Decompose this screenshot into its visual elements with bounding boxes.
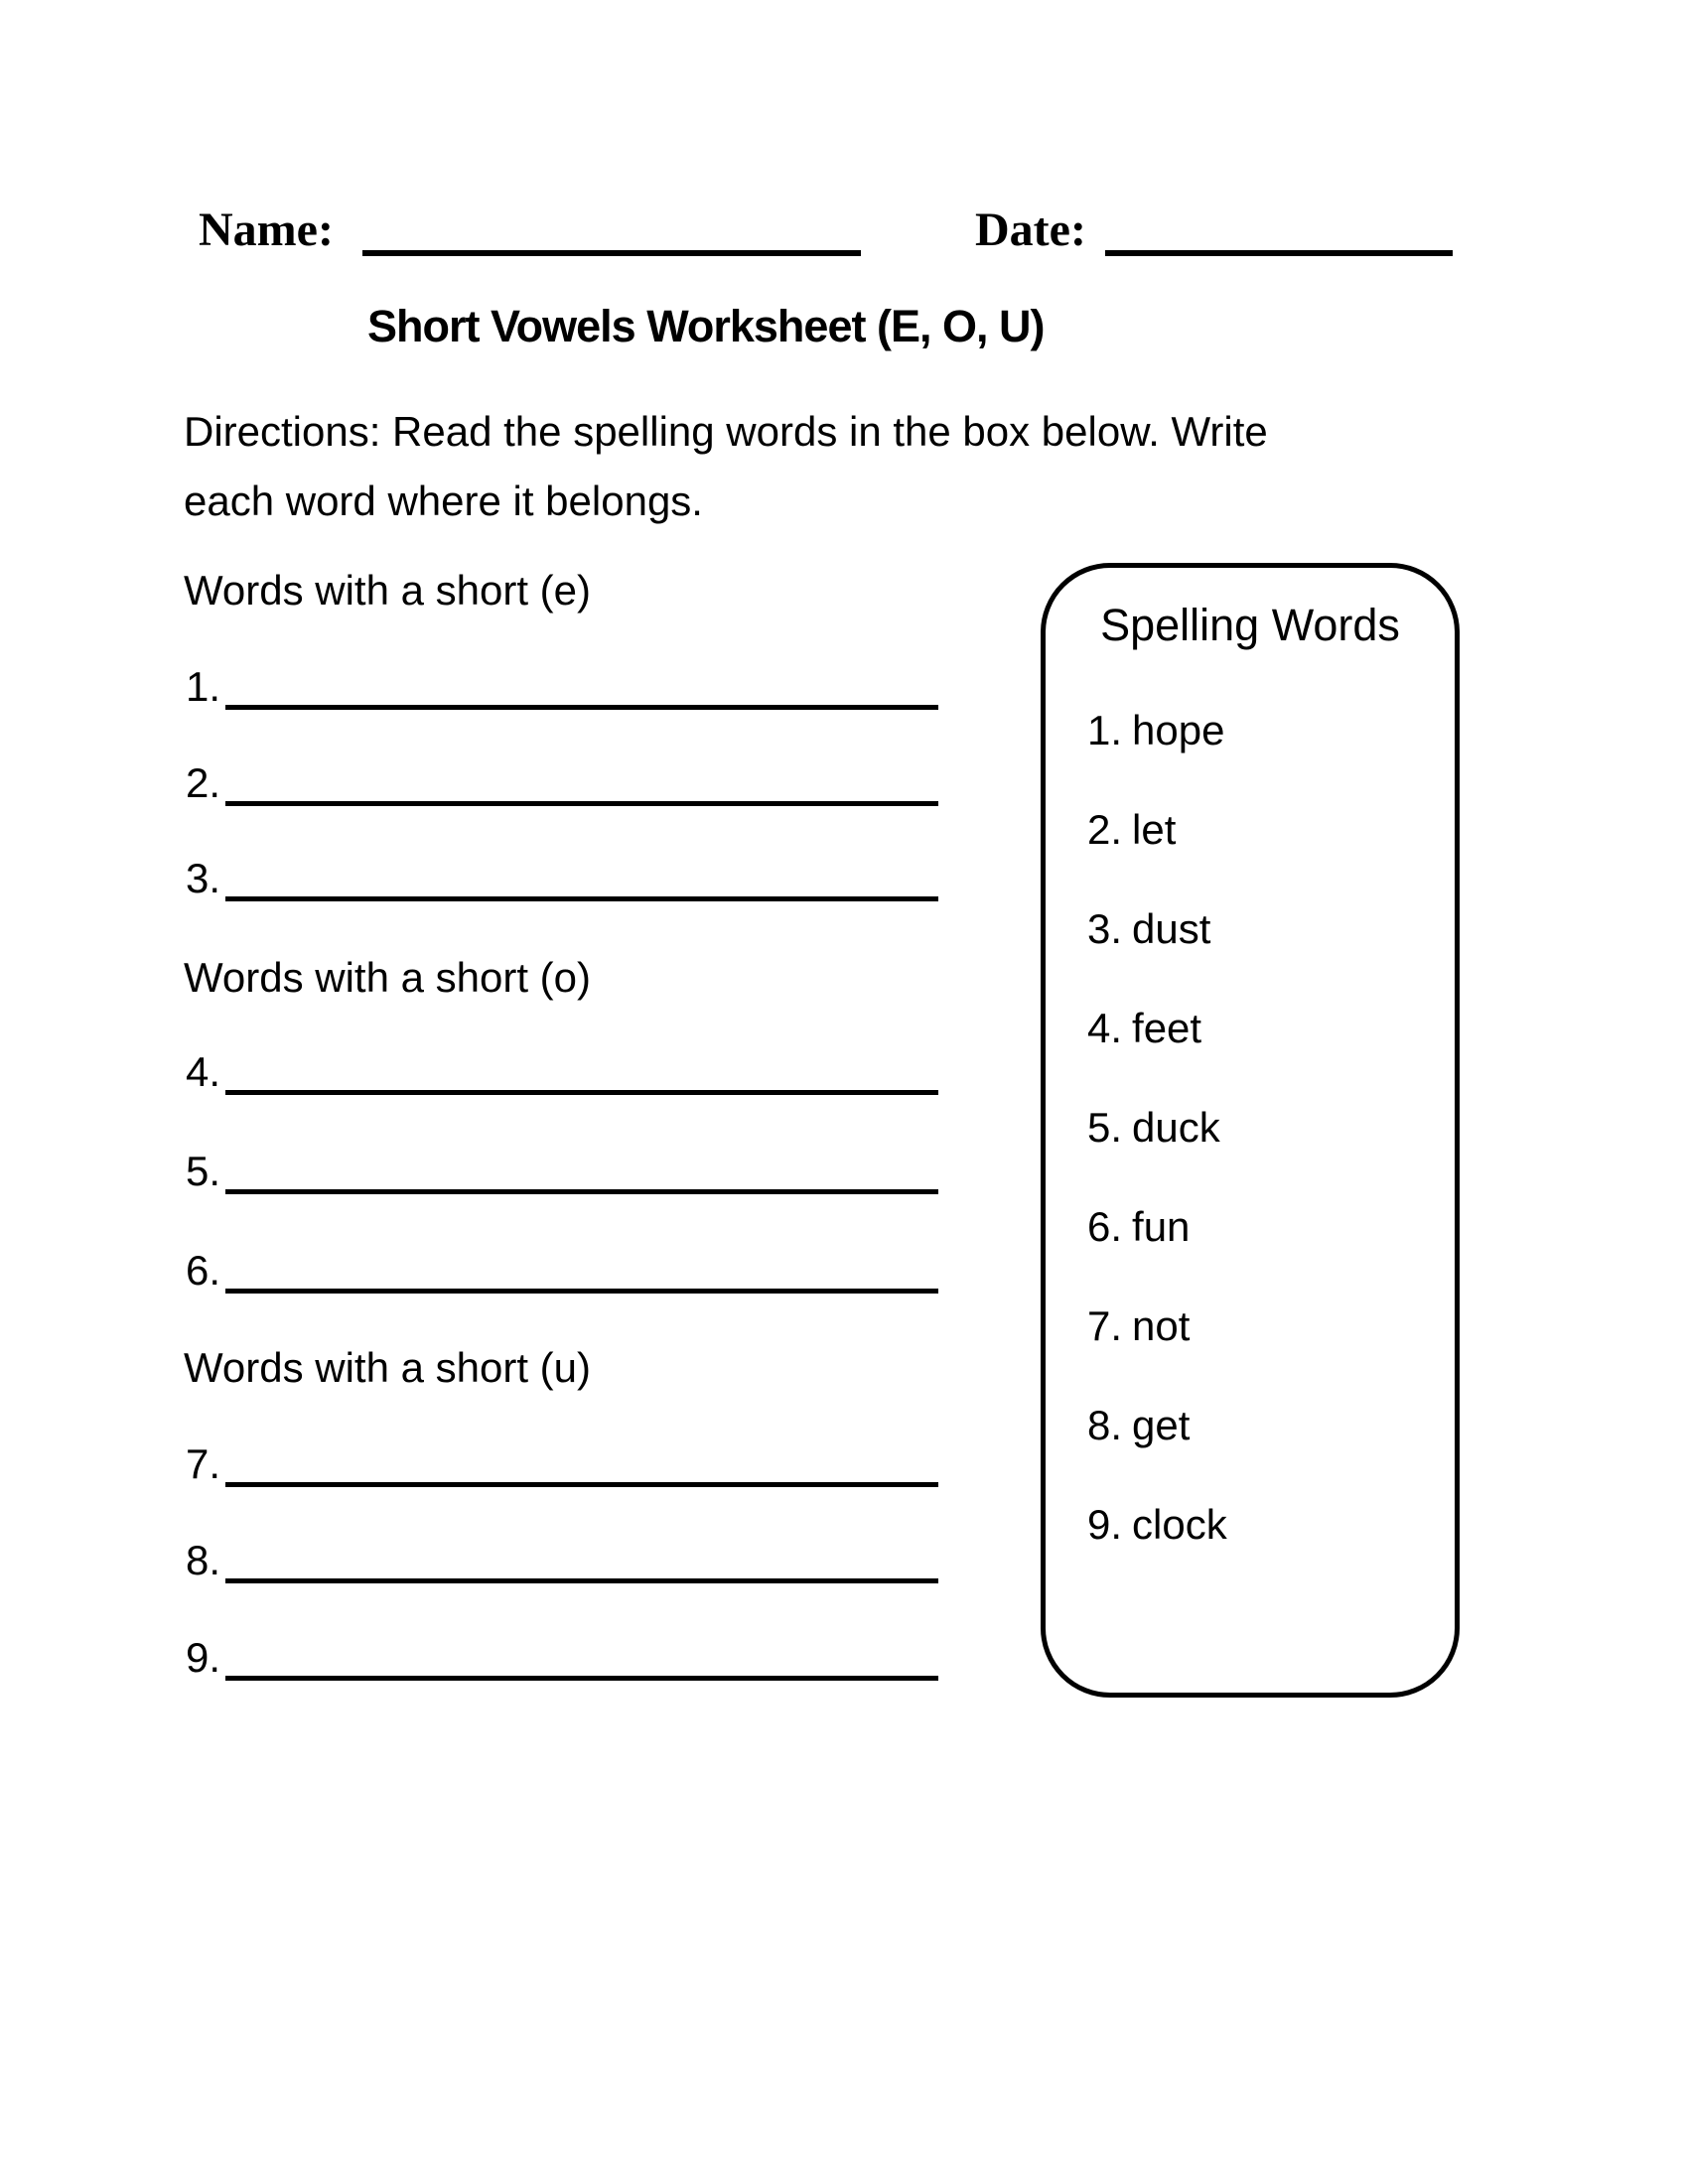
blank-number: 1. <box>186 663 221 710</box>
answer-blank-row <box>186 1522 938 1583</box>
section-heading-short-u: Words with a short (u) <box>184 1344 592 1391</box>
word-text: not <box>1132 1302 1191 1349</box>
answer-blank-row <box>186 1232 938 1294</box>
name-label: Name: <box>199 204 334 256</box>
word-bank-title: Spelling Words <box>1100 600 1400 650</box>
directions <box>184 397 1268 536</box>
answer-line[interactable] <box>225 705 938 710</box>
word-bank-item <box>1087 804 1176 856</box>
word-bank-box <box>1041 563 1460 1698</box>
blank-number: 8. <box>186 1537 221 1583</box>
blank-number: 5. <box>186 1148 221 1194</box>
word-text: fun <box>1132 1203 1191 1250</box>
blank-number: 6. <box>186 1247 221 1294</box>
answer-blank-row <box>186 1033 938 1095</box>
word-bank-item <box>1087 1102 1220 1154</box>
answer-line[interactable] <box>225 1676 938 1681</box>
blank-number: 4. <box>186 1048 221 1095</box>
word-text: duck <box>1132 1104 1220 1151</box>
word-number: 3. <box>1087 905 1123 952</box>
word-bank-item <box>1087 1201 1190 1253</box>
word-number: 5. <box>1087 1104 1123 1151</box>
name-blank-line[interactable] <box>362 250 861 256</box>
word-bank-item <box>1087 705 1224 756</box>
word-number: 9. <box>1087 1501 1123 1548</box>
date-label: Date: <box>975 204 1086 256</box>
directions-line-2: each word where it belongs. <box>184 478 703 524</box>
word-number: 4. <box>1087 1005 1123 1051</box>
answer-blank-row <box>186 1426 938 1487</box>
answer-line[interactable] <box>225 896 938 901</box>
answer-blank-row <box>186 745 938 806</box>
blank-number: 7. <box>186 1440 221 1487</box>
word-bank-item <box>1087 903 1210 955</box>
word-text: clock <box>1132 1501 1227 1548</box>
word-text: let <box>1132 806 1177 853</box>
word-number: 2. <box>1087 806 1123 853</box>
answer-line[interactable] <box>225 1578 938 1583</box>
answer-blank-row <box>186 648 938 710</box>
word-text: feet <box>1132 1005 1202 1051</box>
word-number: 6. <box>1087 1203 1123 1250</box>
section-heading-short-e: Words with a short (e) <box>184 567 592 614</box>
word-bank-item <box>1087 1300 1190 1352</box>
word-text: get <box>1132 1402 1191 1448</box>
answer-blank-row <box>186 840 938 901</box>
answer-line[interactable] <box>225 801 938 806</box>
blank-number: 9. <box>186 1634 221 1681</box>
answer-line[interactable] <box>225 1482 938 1487</box>
word-number: 8. <box>1087 1402 1123 1448</box>
answer-blank-row <box>186 1133 938 1194</box>
word-bank-item <box>1087 1499 1227 1551</box>
word-text: dust <box>1132 905 1211 952</box>
word-number: 1. <box>1087 707 1123 753</box>
date-blank-line[interactable] <box>1105 250 1453 256</box>
word-bank-item <box>1087 1003 1201 1054</box>
word-text: hope <box>1132 707 1225 753</box>
answer-line[interactable] <box>225 1289 938 1294</box>
word-number: 7. <box>1087 1302 1123 1349</box>
answer-line[interactable] <box>225 1090 938 1095</box>
word-bank-item <box>1087 1400 1190 1451</box>
directions-line-1: Directions: Read the spelling words in the box below. Write <box>184 408 1268 455</box>
worksheet-title: Short Vowels Worksheet (E, O, U) <box>367 301 1045 351</box>
answer-blank-row <box>186 1619 938 1681</box>
section-heading-short-o: Words with a short (o) <box>184 954 592 1001</box>
answer-line[interactable] <box>225 1189 938 1194</box>
blank-number: 3. <box>186 855 221 901</box>
blank-number: 2. <box>186 759 221 806</box>
